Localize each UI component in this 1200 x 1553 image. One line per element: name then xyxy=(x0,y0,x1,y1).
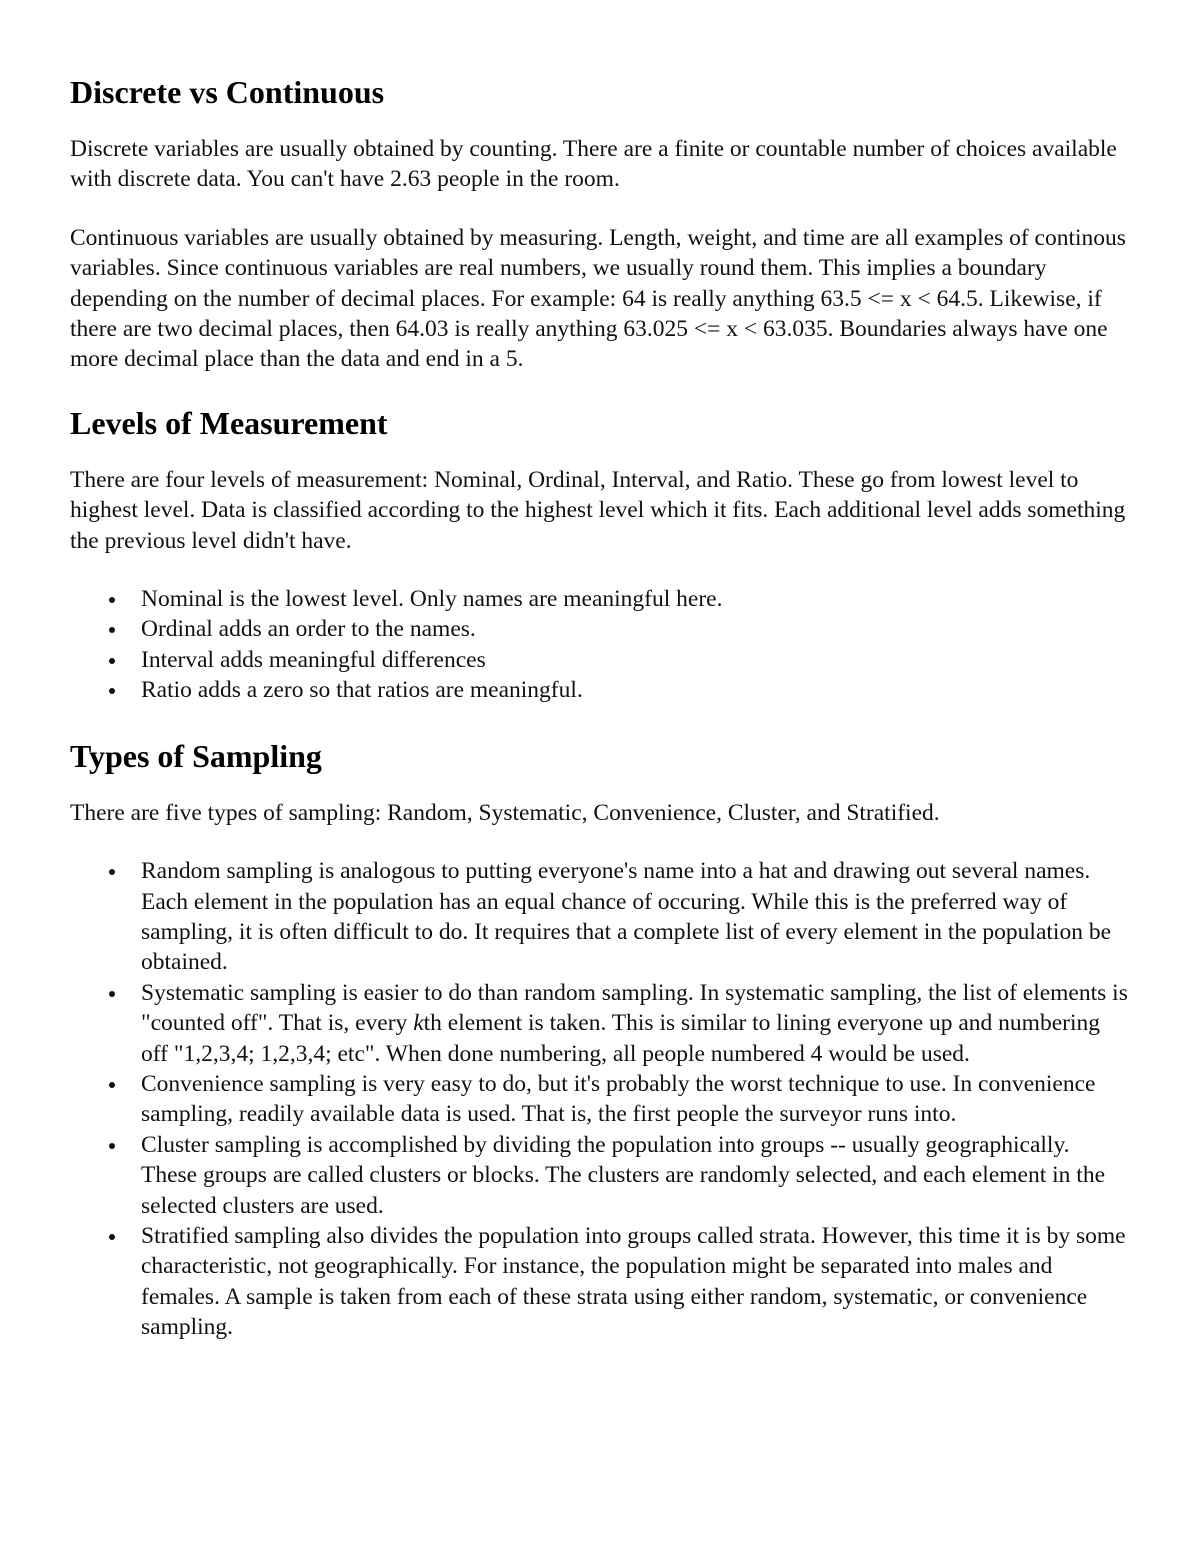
paragraph-continuous: Continuous variables are usually obtained by measuring. Length, weight, and time are all examples of continous variables. Since continuous variables are real numbers, we usually round them. This implies a boundary depending on the number of decimal places. For example: 64 is really anything 63.5 <= x < 64.5. Likewise, if there are two decimal places, then 64.03 is really anything 63.025 <= x < 63.035. Boundaries always have one more decimal place than the data and end in a 5. xyxy=(70,224,1126,373)
paragraph-levels-intro: There are four levels of measurement: Nominal, Ordinal, Interval, and Ratio. These go from lowest level to highest level. Data is classified according to the highest level which it fits. Each additional level adds something the previous level didn't have. xyxy=(70,466,1126,554)
paragraph-discrete: Discrete variables are usually obtained by counting. There are a finite or countable number of choices available with discrete data. You can't have 2.63 people in the room. xyxy=(70,136,1117,193)
levels-list xyxy=(70,584,1130,706)
list-item-ratio: Ratio adds a zero so that ratios are meaningful. xyxy=(141,675,1130,705)
list-item-interval: Interval adds meaningful differences xyxy=(141,645,1130,675)
systematic-text-before: Systematic sampling is easier to do than random sampling. In systematic sampling, the list of elements is "counted off". That is, every xyxy=(141,979,1128,1037)
list-item-random-sampling: Random sampling is analogous to putting everyone's name into a hat and drawing out several names. Each element in the population has an equal chance of occuring. While this is the preferred way of sampling, it is often difficult to do. It requires that a complete list of every element in the population be obtained. xyxy=(141,856,1130,978)
heading-levels-of-measurement: Levels of Measurement xyxy=(70,404,388,441)
document-page xyxy=(70,72,1130,1373)
list-item-systematic-sampling xyxy=(141,978,1130,1069)
sampling-list xyxy=(70,856,1130,1343)
list-item-nominal: Nominal is the lowest level. Only names are meaningful here. xyxy=(141,584,1130,614)
paragraph-sampling-intro: There are five types of sampling: Random, Systematic, Convenience, Cluster, and Stratified. xyxy=(70,799,940,826)
list-item-stratified-sampling: Stratified sampling also divides the population into groups called strata. However, this time it is by some characteristic, not geographically. For instance, the population might be separated into males and females. A sample is taken from each of these strata using either random, systematic, or convenience sampling. xyxy=(141,1221,1130,1343)
heading-types-of-sampling: Types of Sampling xyxy=(70,737,322,774)
list-item-cluster-sampling: Cluster sampling is accomplished by dividing the population into groups -- usually geographically. These groups are called clusters or blocks. The clusters are randomly selected, and each element in the selected clusters are used. xyxy=(141,1130,1130,1221)
systematic-italic-k: k xyxy=(413,1010,424,1037)
list-item-ordinal: Ordinal adds an order to the names. xyxy=(141,614,1130,644)
systematic-text-after: th element is taken. This is similar to lining everyone up and numbering off "1,2,3,4; 1,2,3,4; etc". When done numbering, all people numbered 4 would be used. xyxy=(141,1010,1100,1067)
list-item-convenience-sampling: Convenience sampling is very easy to do, but it's probably the worst technique to use. In convenience sampling, readily available data is used. That is, the first people the surveyor runs into. xyxy=(141,1069,1130,1130)
heading-discrete-vs-continuous: Discrete vs Continuous xyxy=(70,74,385,110)
